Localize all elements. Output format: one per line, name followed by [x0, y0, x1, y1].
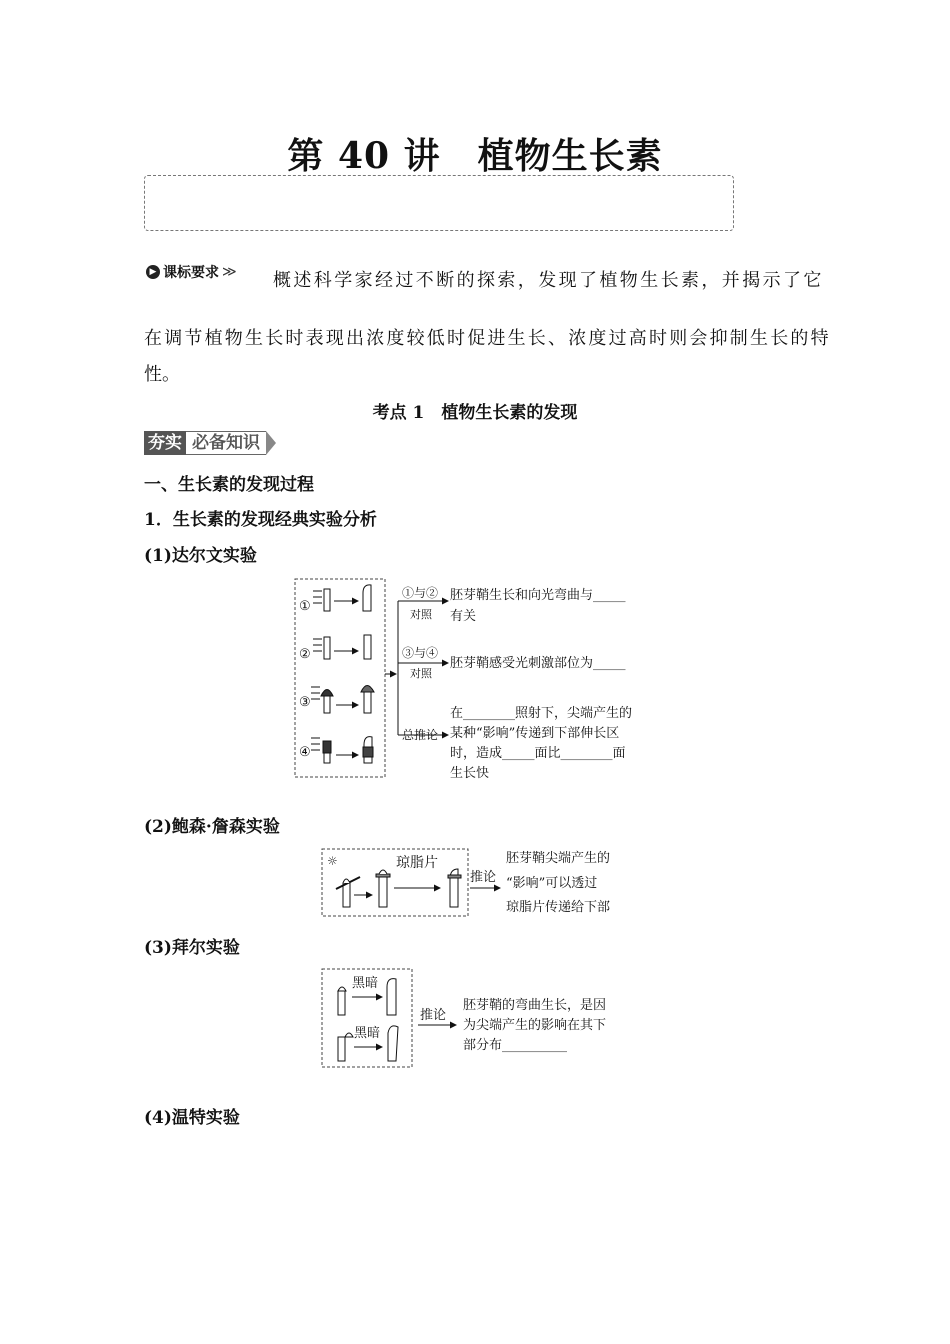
- section-heading: 一、生长素的发现过程: [144, 475, 314, 495]
- double-chevron-icon: ≫: [222, 264, 237, 280]
- opaque-cap-icon: [321, 690, 333, 697]
- coleoptile-2a: [324, 637, 330, 659]
- coleoptile-1b-bent: [363, 585, 371, 611]
- paal-figure: [320, 967, 650, 1069]
- boysen-text3: 琼脂片传递给下部: [506, 900, 611, 915]
- g2-label2: 对照: [410, 667, 432, 680]
- play-icon: ▶: [146, 265, 160, 279]
- g1-label1: ①与②: [402, 586, 439, 600]
- num-2: ②: [299, 647, 311, 662]
- requirement-line-2: 在调节植物生长时表现出浓度较低时促进生长、浓度过高时则会抑制生长的特: [144, 328, 831, 349]
- paal-text2: 为尖端产生的影响在其下: [463, 1018, 607, 1033]
- g2-text1: 胚芽鞘感受光刺激部位为_____: [450, 656, 626, 671]
- g3-text2: 某种“影响”传递到下部伸长区: [450, 726, 620, 741]
- coleoptile-cut: [343, 883, 350, 907]
- banner-part2: 必备知识: [186, 431, 266, 455]
- num-1: ①: [299, 599, 311, 614]
- went-heading: (4)温特实验: [144, 1108, 240, 1128]
- banner-part1: 夯实: [144, 431, 186, 455]
- g3-text4: 生长快: [450, 766, 490, 781]
- dark-label-1: 黑暗: [352, 976, 379, 991]
- badge-label: 课标要求: [163, 265, 219, 281]
- kaodian-heading: 考点 1 植物生长素的发现: [372, 403, 578, 423]
- boysen-infer: 推论: [470, 870, 497, 885]
- g2-label1: ③与④: [402, 646, 439, 660]
- light-arrows-1: [313, 591, 322, 603]
- boysen-heading: (2)鲍森·詹森实验: [144, 817, 280, 837]
- subsection-heading: 1．生长素的发现经典实验分析: [144, 510, 377, 530]
- coleoptile-1a: [324, 589, 330, 611]
- coleoptile-2b: [364, 635, 371, 659]
- paal-text1: 胚芽鞘的弯曲生长，是因: [463, 998, 607, 1013]
- g1-text1: 胚芽鞘生长和向光弯曲与_____: [450, 588, 626, 603]
- agar-label: 琼脂片: [396, 855, 438, 871]
- g3-label: 总推论: [402, 728, 439, 742]
- g1-text2: 有关: [450, 609, 477, 624]
- agar-block: [376, 874, 390, 877]
- paal-infer: 推论: [420, 1008, 447, 1023]
- g3-text3: 时，造成_____面比________面: [450, 746, 626, 761]
- darwin-figure: [290, 575, 670, 785]
- boysen-figure: [320, 845, 660, 920]
- boysen-text1: 胚芽鞘尖端产生的: [506, 851, 611, 866]
- dashed-box: [144, 175, 734, 231]
- page-title: 第 40 讲 植物生长素: [287, 135, 663, 177]
- g3-text1: 在________照射下，尖端产生的: [450, 706, 633, 721]
- curriculum-badge: [146, 262, 237, 282]
- dark-label-2: 黑暗: [354, 1026, 381, 1041]
- banner-arrow: [266, 431, 276, 455]
- paal-text3: 部分布__________: [463, 1038, 568, 1053]
- requirement-line-3: 性。: [144, 364, 180, 385]
- g1-label2: 对照: [410, 608, 432, 621]
- opaque-sleeve-icon: [323, 741, 331, 753]
- num-4: ④: [299, 745, 311, 760]
- paal-heading: (3)拜尔实验: [144, 938, 240, 958]
- requirement-line-1: 概述科学家经过不断的探索，发现了植物生长素，并揭示了它: [273, 270, 824, 291]
- darwin-heading: (1)达尔文实验: [144, 546, 257, 566]
- section-banner: [144, 430, 276, 456]
- boysen-text2: “影响”可以透过: [506, 876, 598, 891]
- num-3: ③: [299, 695, 311, 710]
- sun-icon: ☼: [327, 854, 338, 868]
